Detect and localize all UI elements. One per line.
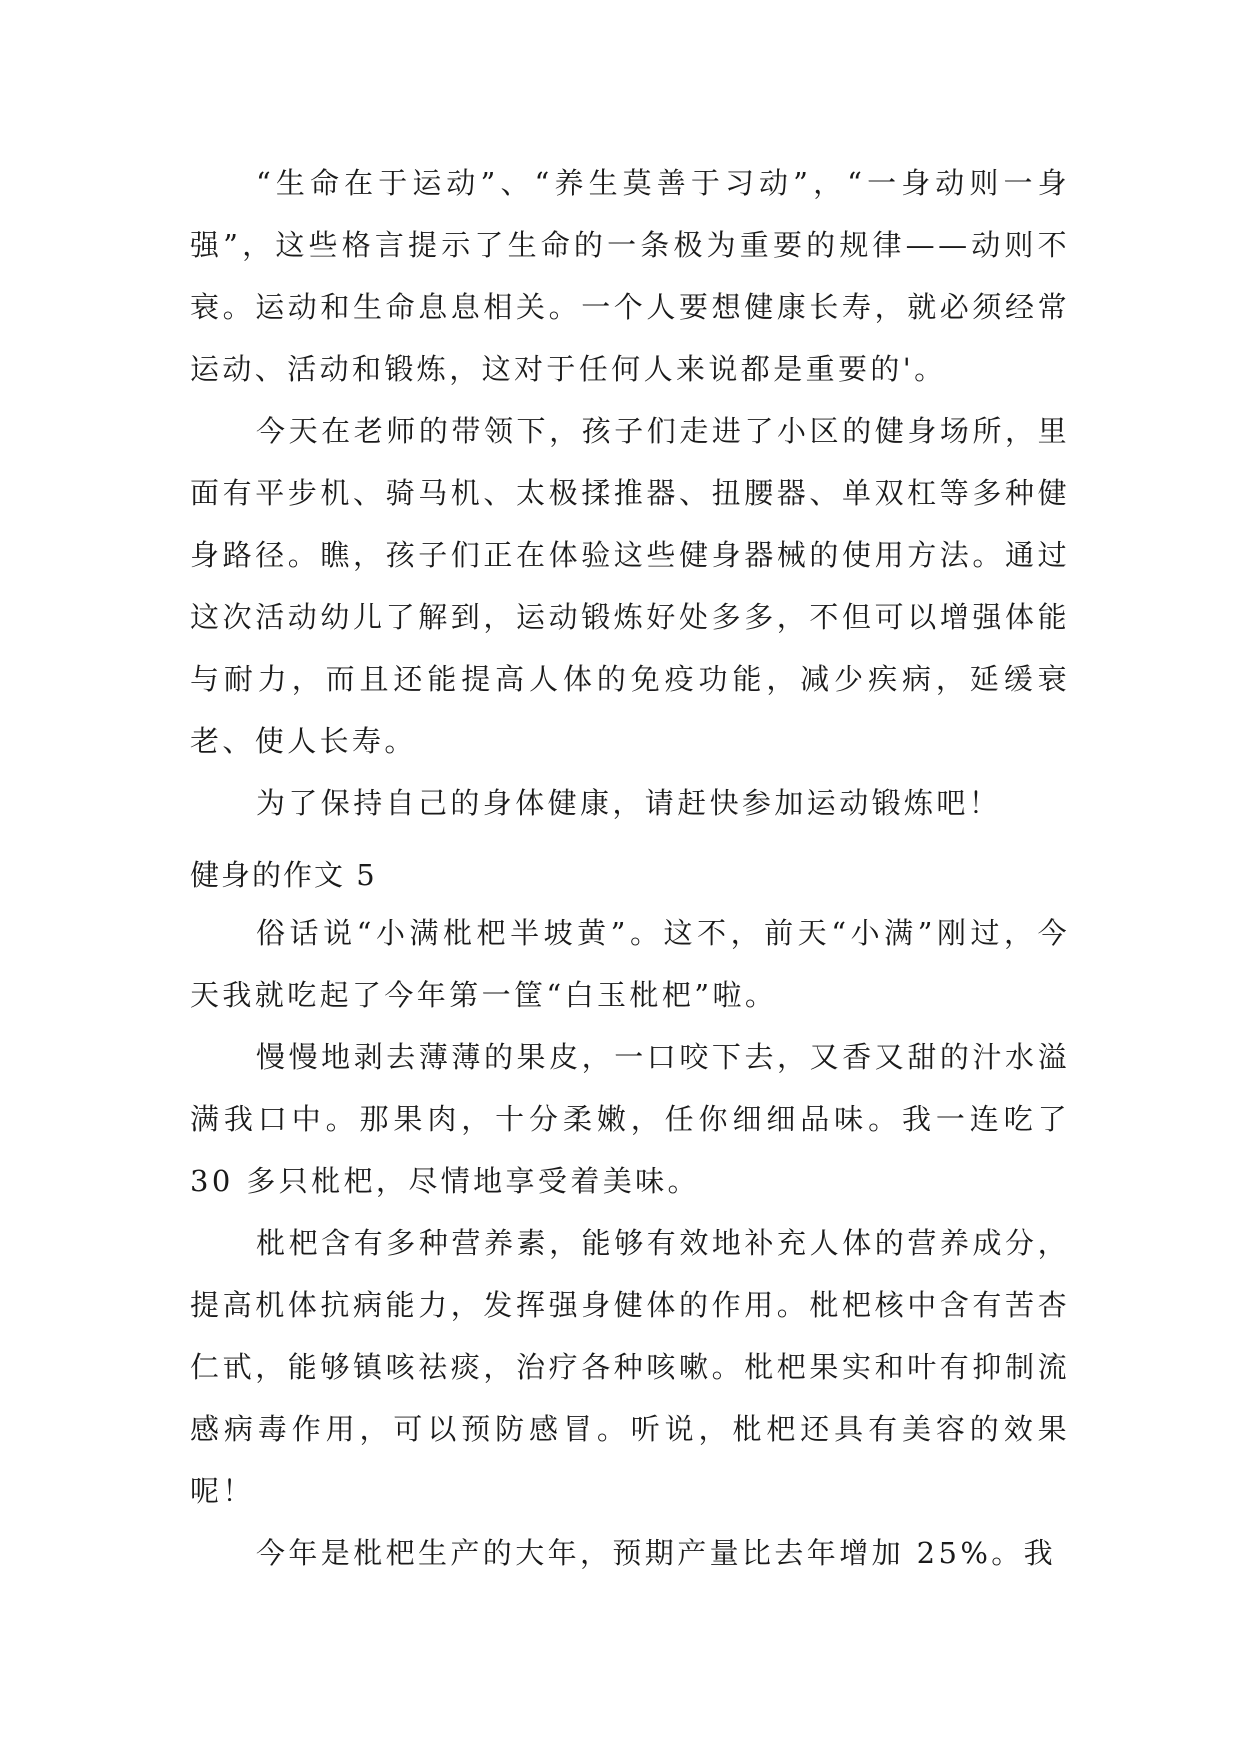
paragraph-loquat-taste: 慢慢地剥去薄薄的果皮，一口咬下去，又香又甜的汁水溢满我口中。那果肉，十分柔嫩，任你细细品味。我一连吃了 30 多只枇杷，尽情地享受着美味。 <box>190 1040 1070 1198</box>
paragraph-loquat-harvest: 今年是枇杷生产的大年，预期产量比去年增加 25%。我 <box>256 1536 1057 1570</box>
essay-body-part1 <box>190 152 1070 834</box>
paragraph-loquat-nutrition: 枇杷含有多种营养素，能够有效地补充人体的营养成分，提高机体抗病能力，发挥强身健体的作用。枇杷核中含有苦杏仁甙，能够镇咳祛痰，治疗各种咳嗽。枇杷果实和叶有抑制流感病毒作用，可以预防感冒。听说，枇杷还具有美容的效果呢！ <box>190 1226 1070 1508</box>
essay-body-part2 <box>190 902 1070 1584</box>
paragraph-loquat-proverb: 俗话说“小满枇杷半坡黄”。这不，前天“小满”刚过，今天我就吃起了今年第一筐“白玉枇杷”啦。 <box>190 916 1070 1012</box>
section-title: 健身的作文 5 <box>190 858 377 892</box>
paragraph-call-to-exercise: 为了保持自己的身体健康，请赶快参加运动锻炼吧！ <box>256 786 1002 820</box>
paragraph-motto: “生命在于运动”、“养生莫善于习动”，“一身动则一身强”，这些格言提示了生命的一条极为重要的规律——动则不衰。运动和生命息息相关。一个人要想健康长寿，就必须经常运动、活动和锻炼，这对于任何人来说都是重要的'。 <box>190 166 1070 386</box>
paragraph-fitness-visit: 今天在老师的带领下，孩子们走进了小区的健身场所，里面有平步机、骑马机、太极揉推器、扭腰器、单双杠等多种健身路径。瞧，孩子们正在体验这些健身器械的使用方法。通过这次活动幼儿了解到，运动锻炼好处多多，不但可以增强体能与耐力，而且还能提高人体的免疫功能，减少疾病，延缓衰老、使人长寿。 <box>190 414 1070 758</box>
